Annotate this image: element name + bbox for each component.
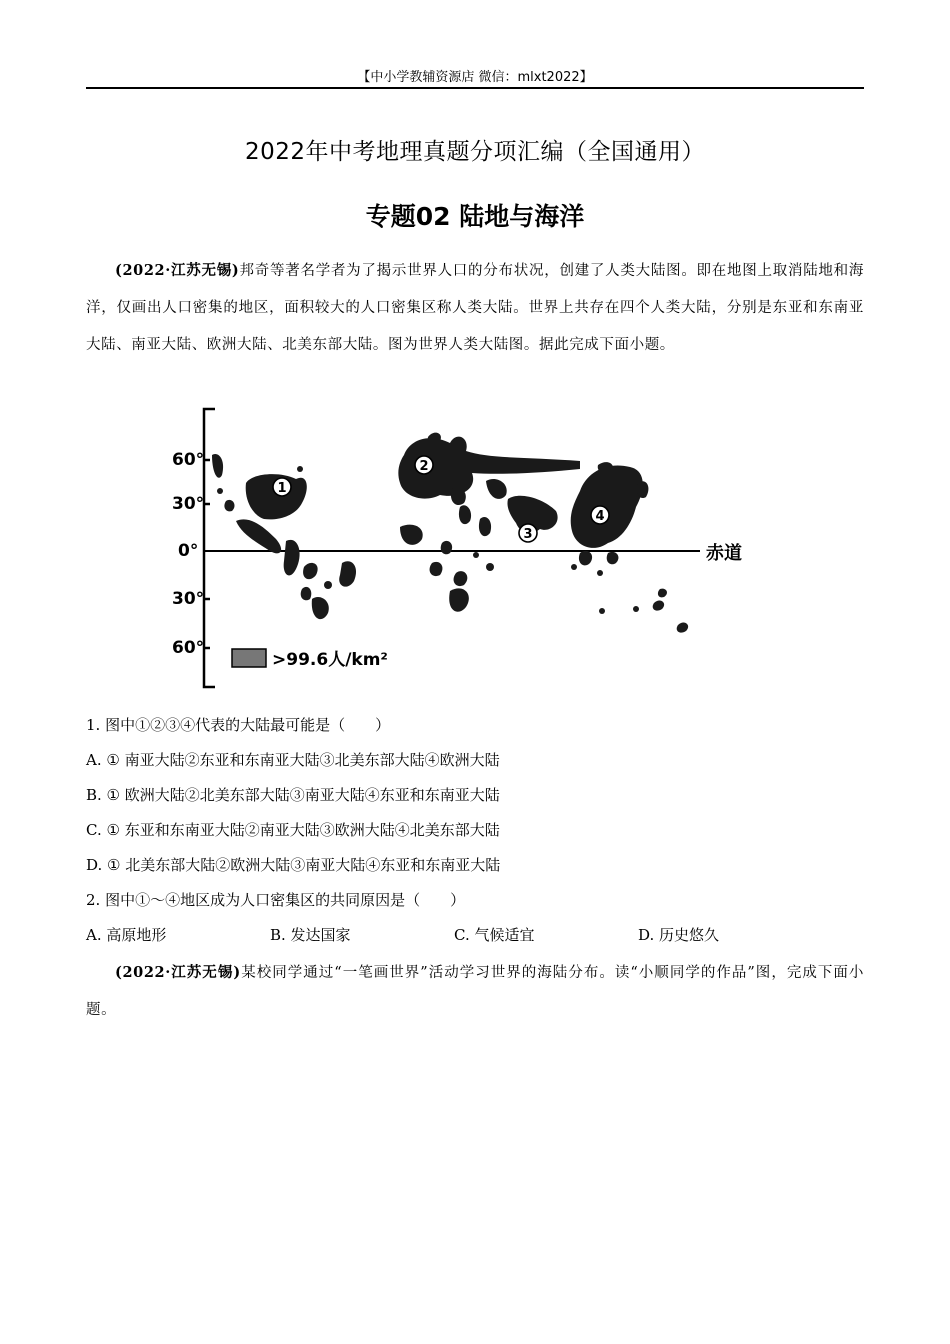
question-1-option-d: D. ① 北美东部大陆②欧洲大陆③南亚大陆④东亚和东南亚大陆 [86, 856, 501, 874]
passage-2-text: 某校同学通过“一笔画世界”活动学习世界的海陆分布。读“小顺同学的作品”图，完成下面小题。 [86, 965, 864, 1018]
legend-swatch [232, 649, 266, 667]
document-subtitle: 专题02 陆地与海洋 [365, 202, 585, 231]
map-frame [204, 409, 215, 687]
legend-label: >99.6人/km² [272, 650, 388, 670]
question-2-stem: 2. 图中①～④地区成为人口密集区的共同原因是（ ） [86, 891, 466, 909]
lat-label-0: 0° [178, 541, 199, 561]
lat-label-60s: 60° [172, 638, 205, 658]
passage-2 [86, 954, 864, 1029]
population-areas [212, 433, 688, 633]
question-1-stem: 1. 图中①②③④代表的大陆最可能是（ ） [86, 716, 391, 734]
lat-label-60n: 60° [172, 450, 205, 470]
population-map [160, 403, 760, 693]
lat-label-30n: 30° [172, 494, 205, 514]
svg-text:1: 1 [277, 481, 287, 496]
svg-text:2: 2 [419, 459, 429, 474]
question-1-option-a: A. ① 南亚大陆②东亚和东南亚大陆③北美东部大陆④欧洲大陆 [86, 751, 500, 769]
header-rule [86, 87, 864, 89]
svg-text:4: 4 [595, 509, 605, 524]
map-legend [232, 649, 388, 670]
passage-2-source: (2022·江苏无锡) [115, 964, 241, 981]
page-header: 【中小学教辅资源店 微信：mlxt2022】 [357, 70, 593, 85]
question-2-option-a: A. 高原地形 [86, 926, 167, 944]
question-2-option-c: C. 气候适宜 [454, 926, 535, 944]
question-2-option-d: D. 历史悠久 [638, 926, 720, 944]
passage-1 [86, 252, 864, 364]
lat-label-30s: 30° [172, 589, 205, 609]
passage-1-text: 邦奇等著名学者为了揭示世界人口的分布状况，创建了人类大陆图。即在地图上取消陆地和海洋，仅画出人口密集的地区，面积较大的人口密集区称人类大陆。世界上共存在四个人类大陆，分别是东亚和东南亚大陆、南亚大陆、欧洲大陆、北美东部大陆。图为世界人类大陆图。据此完成下面小题。 [86, 263, 864, 353]
document-title: 2022年中考地理真题分项汇编（全国通用） [244, 139, 706, 165]
equator-label: 赤道 [706, 543, 742, 564]
question-1-option-b: B. ① 欧洲大陆②北美东部大陆③南亚大陆④东亚和东南亚大陆 [86, 786, 500, 804]
question-1-option-c: C. ① 东亚和东南亚大陆②南亚大陆③欧洲大陆④北美东部大陆 [86, 821, 500, 839]
passage-1-source: (2022·江苏无锡) [115, 262, 240, 279]
svg-text:3: 3 [523, 527, 533, 542]
question-2-option-b: B. 发达国家 [270, 926, 351, 944]
